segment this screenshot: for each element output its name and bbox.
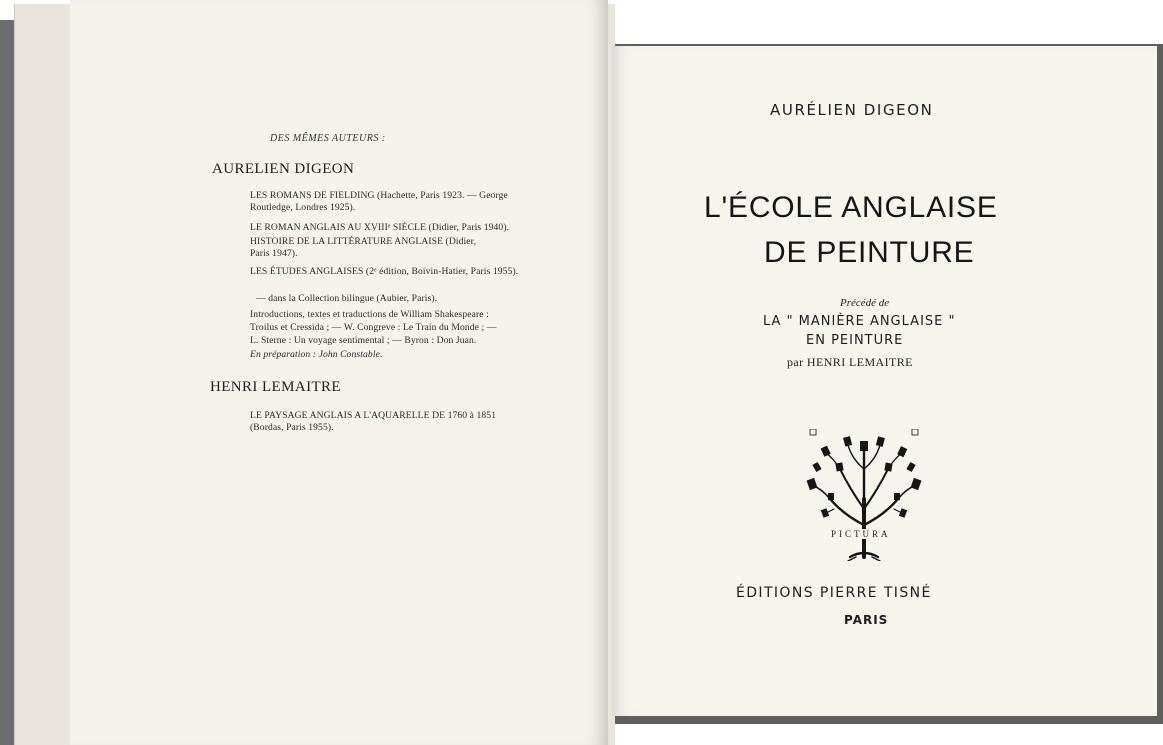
work-line: LES ÉTUDES ANGLAISES (2ᵉ édition, Boivin-Hatier, Paris 1955).	[250, 266, 519, 277]
preceded-by: Précédé de	[840, 297, 890, 309]
tree-logo-icon	[800, 429, 928, 561]
author-lemaitre-heading: HENRI LEMAITRE	[210, 379, 341, 395]
title-author: AURÉLIEN DIGEON	[770, 101, 934, 119]
translation-line: L. Sterne : Un voyage sentimental ; — Byron : Don Juan.	[250, 335, 477, 346]
translation-line: Introductions, textes et traductions de William Shakespeare :	[250, 309, 489, 320]
left-page	[70, 0, 608, 745]
preface-title-line2: EN PEINTURE	[806, 333, 904, 348]
work-line: Paris 1947).	[250, 248, 298, 259]
author-digeon-heading: AURELIEN DIGEON	[212, 161, 355, 177]
work-line: LES ROMANS DE FIELDING (Hachette, Paris 1923. — George	[250, 190, 508, 201]
book-title-line1: L'ÉCOLE ANGLAISE	[704, 191, 998, 224]
collection-line: — dans la Collection bilingue (Aubier, Paris).	[256, 293, 438, 304]
publisher-city: PARIS	[844, 613, 889, 627]
right-page	[612, 46, 1157, 716]
work-line: Routledge, Londres 1925).	[250, 202, 356, 213]
work-line: (Bordas, Paris 1955).	[250, 422, 334, 433]
same-authors-heading: DES MÊMES AUTEURS :	[270, 133, 386, 144]
preface-author: par HENRI LEMAITRE	[787, 355, 913, 369]
publisher-name: ÉDITIONS PIERRE TISNÉ	[736, 585, 932, 601]
work-line: HISTOIRE DE LA LITTÉRATURE ANGLAISE (Didier,	[250, 236, 477, 247]
preparation-line: En préparation : John Constable.	[250, 349, 383, 360]
work-line: LE ROMAN ANGLAIS AU XVIIIᵉ SIÈCLE (Didier, Paris 1940).	[250, 222, 510, 233]
book-title-line2: DE PEINTURE	[764, 236, 975, 269]
work-line: LE PAYSAGE ANGLAIS A L'AQUARELLE DE 1760 à 1851	[250, 410, 497, 421]
logo-caption: PICTURA	[831, 529, 891, 539]
translation-line: Troilus et Cressida ; — W. Congreve : Le Train du Monde ; —	[250, 322, 497, 333]
preface-title-line1: LA " MANIÈRE ANGLAISE "	[763, 314, 956, 329]
